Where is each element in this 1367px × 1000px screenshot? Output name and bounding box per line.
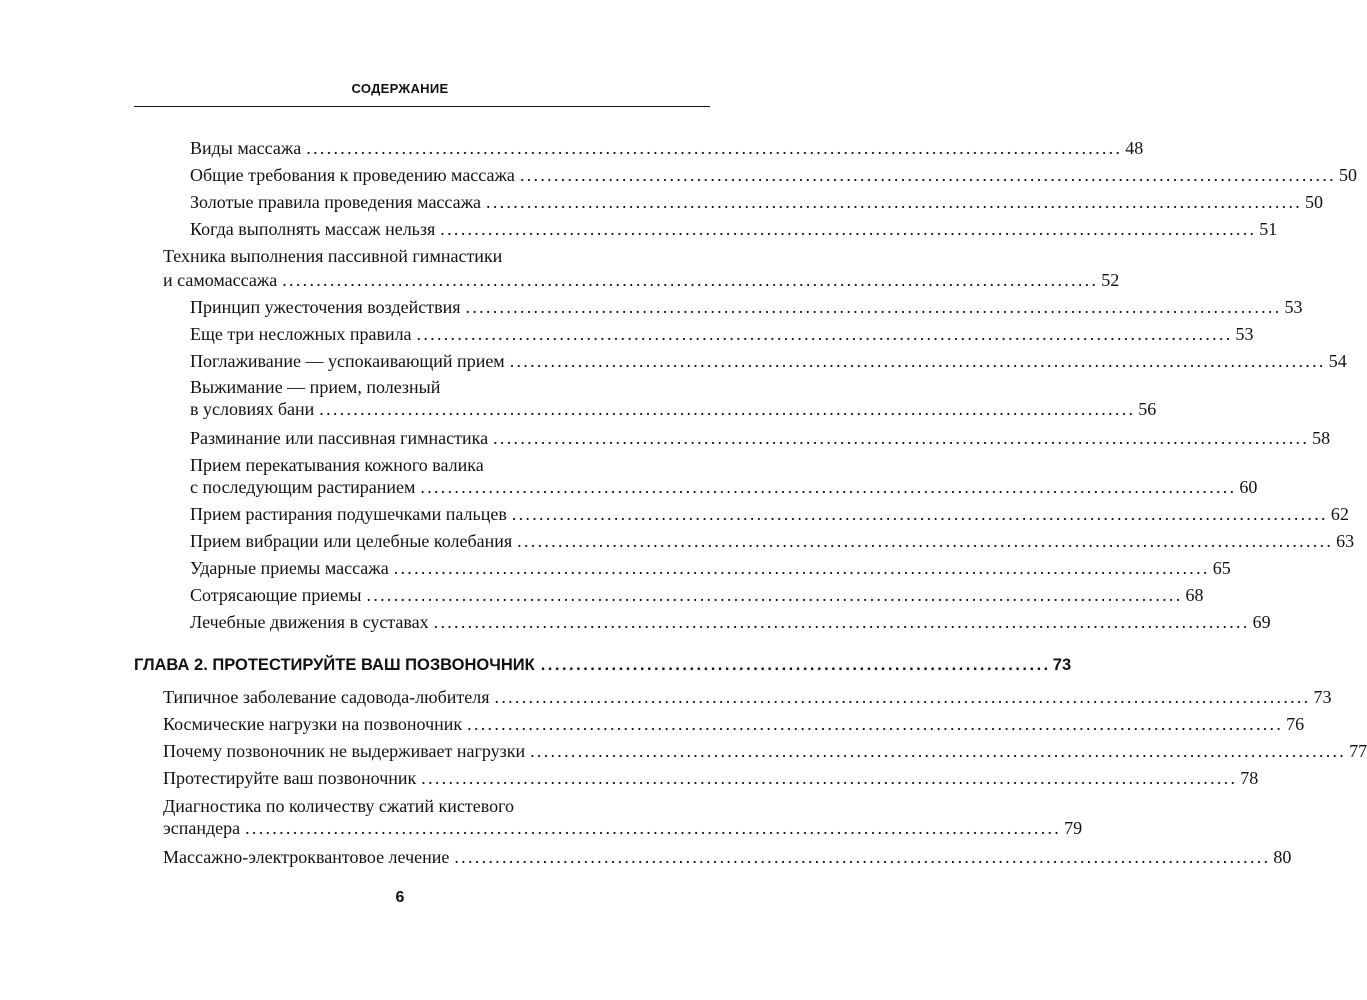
toc-entry-page: 50 (1338, 165, 1357, 185)
toc-entry-title-cont: в условиях бани (190, 399, 315, 419)
toc-entry-title: Почему позвоночник не выдерживает нагрузки (163, 741, 526, 761)
toc-entry-title: Космические нагрузки на позвоночник (163, 714, 463, 734)
dot-leader: ........................................................................................................................ (465, 297, 1282, 317)
toc-entry (190, 427, 1331, 449)
toc-entry-page: 58 (1312, 428, 1331, 448)
dot-leader: ........................................................................................................................ (282, 270, 1099, 290)
dot-leader: ........................................................................................................................ (519, 165, 1336, 185)
dot-leader: ........................................................................................................................ (366, 585, 1183, 605)
toc-entry (163, 686, 1332, 708)
toc-entry (190, 191, 1324, 213)
toc-entry-title-cont: с последующим растиранием (190, 477, 416, 497)
toc-entry-title: Протестируйте ваш позвоночник (163, 768, 417, 788)
toc-entry-page: 79 (1064, 818, 1083, 838)
toc-entry (190, 350, 1347, 372)
dot-leader: ........................................................................................................................ (433, 612, 1250, 632)
toc-entry-title: Поглаживание — успокаивающий прием (190, 351, 505, 371)
toc-entry (190, 323, 1254, 345)
toc-entry (190, 584, 1204, 606)
dot-leader: ........................................................................................................................ (440, 219, 1257, 239)
toc-entry-title: Разминание или пассивная гимнастика (190, 428, 489, 448)
dot-leader: ........................................................................................................................ (306, 138, 1123, 158)
toc-entry-page: 80 (1273, 847, 1292, 867)
toc-entry (163, 846, 1292, 868)
toc-entry (163, 740, 1367, 762)
toc-entry (190, 611, 1271, 633)
toc-entry-title: Сотрясающие приемы (190, 585, 362, 605)
dot-leader: ........................................................................................................................ (454, 847, 1271, 867)
toc-entry-page: 53 (1284, 297, 1303, 317)
toc-entry-page: 51 (1259, 219, 1278, 239)
dot-leader: ........................................................................................................................ (245, 818, 1062, 838)
toc-entry-page: 69 (1252, 612, 1271, 632)
running-header: СОДЕРЖАНИЕ (351, 81, 449, 96)
dot-leader: ........................................................................................................................ (511, 504, 1328, 524)
toc-entry (190, 137, 1144, 159)
toc-entry-page: 50 (1305, 192, 1324, 212)
toc-entry-title: Принцип ужесточения воздействия (190, 297, 461, 317)
toc-entry (163, 713, 1305, 735)
toc-entry-title: Когда выполнять массаж нельзя (190, 219, 436, 239)
toc-entry (190, 557, 1231, 579)
toc-entry-title: Типичное заболевание садовода-любителя (163, 687, 490, 707)
dot-leader: ........................................................................................................................ (530, 741, 1347, 761)
toc-entry-page: 73 (1313, 687, 1332, 707)
toc-entry-title: Виды массажа (190, 138, 302, 158)
toc-entry (190, 530, 1355, 552)
toc-entry-page: 68 (1185, 585, 1204, 605)
toc-chapter-heading (134, 654, 1072, 676)
toc-entry-title: Прием перекатывания кожного валика (190, 455, 484, 475)
toc-entry-title: Еще три несложных правила (190, 324, 412, 344)
chapter-page: 73 (1052, 656, 1072, 674)
dot-leader: ........................................................................................................................ (420, 477, 1237, 497)
dot-leader: ........................................................................................................................ (467, 714, 1284, 734)
dot-leader: ........................................................................................................................ (494, 687, 1311, 707)
toc-entry-title: Лечебные движения в суставах (190, 612, 429, 632)
dot-leader: ........................................................................................................................ (393, 558, 1210, 578)
toc-entry-title: Прием растирания подушечками пальцев (190, 504, 507, 524)
toc-entry-page: 52 (1101, 270, 1120, 290)
toc-entry (163, 795, 1083, 839)
toc-section (163, 245, 1120, 291)
toc-entry-page: 65 (1212, 558, 1231, 578)
dot-leader: ........................................................................................................................ (421, 768, 1238, 788)
toc-entry (190, 296, 1303, 318)
toc-entry-title: Золотые правила проведения массажа (190, 192, 482, 212)
toc-entry-page: 48 (1125, 138, 1144, 158)
page-number: 6 (395, 889, 405, 906)
toc-entry-page: 53 (1235, 324, 1254, 344)
toc-entry (190, 218, 1278, 240)
toc-entry-title-cont: и самомассажа (163, 270, 278, 290)
toc-entry-title: Общие требования к проведению массажа (190, 165, 515, 185)
header-rule (134, 106, 710, 107)
toc-entry-page: 76 (1286, 714, 1305, 734)
toc-entry-page: 78 (1240, 768, 1259, 788)
dot-leader: ........................................................................................................................ (509, 351, 1326, 371)
toc-entry-title: Диагностика по количеству сжатий кистевого (163, 796, 514, 816)
toc-entry-page: 77 (1349, 741, 1367, 761)
toc-entry (190, 454, 1258, 498)
dot-leader: ........................................................................................................................ (493, 428, 1310, 448)
toc-entry-title: Массажно-электроквантовое лечение (163, 847, 450, 867)
toc-entry-title: Выжимание — прием, полезный (190, 377, 441, 397)
toc-entry (190, 164, 1357, 186)
toc-entry-title: Ударные приемы массажа (190, 558, 389, 578)
dot-leader: ........................................................................................................................ (416, 324, 1233, 344)
toc-entry-title: Техника выполнения пассивной гимнастики (163, 246, 503, 266)
toc-entry-page: 60 (1239, 477, 1258, 497)
chapter-title: ГЛАВА 2. ПРОТЕСТИРУЙТЕ ВАШ ПОЗВОНОЧНИК (134, 656, 535, 674)
toc-entry-title: Прием вибрации или целебные колебания (190, 531, 513, 551)
toc-entry (190, 376, 1157, 420)
toc-entry-page: 62 (1330, 504, 1349, 524)
toc-entry-page: 56 (1138, 399, 1157, 419)
toc-entry (163, 767, 1259, 789)
dot-leader: ........................................................................................................................ (319, 399, 1136, 419)
dot-leader: ........................................................................................................................ (486, 192, 1303, 212)
toc-entry (190, 503, 1349, 525)
toc-entry-page: 54 (1328, 351, 1347, 371)
toc-entry-page: 63 (1336, 531, 1355, 551)
dot-leader: ........................................................................................................................ (517, 531, 1334, 551)
dot-leader: ........................................................................ (540, 656, 1051, 674)
toc-entry-title-cont: эспандера (163, 818, 241, 838)
